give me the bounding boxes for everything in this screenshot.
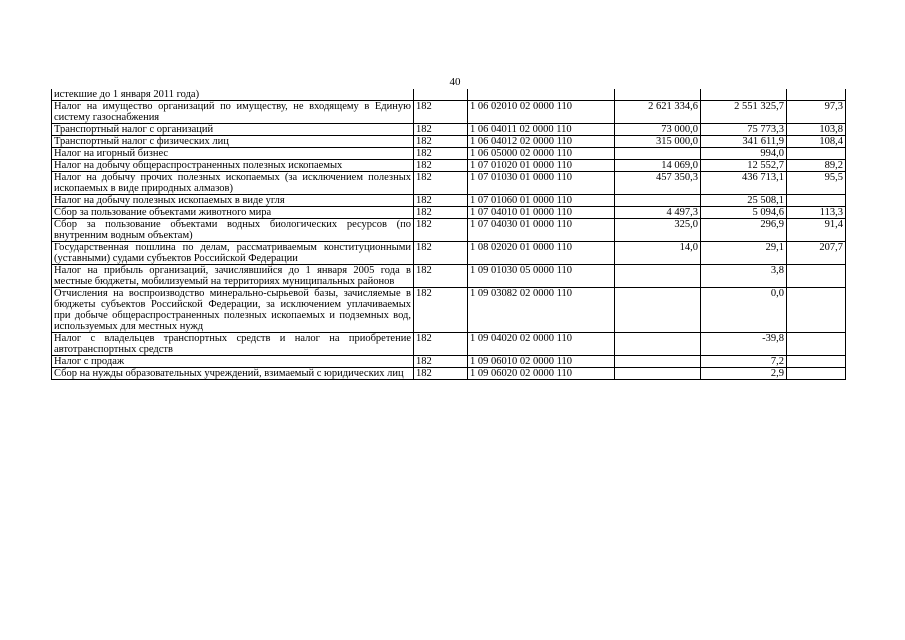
admin-code-cell: 182 bbox=[414, 288, 468, 333]
percent-cell: 108,4 bbox=[787, 136, 846, 148]
percent-cell: 91,4 bbox=[787, 219, 846, 242]
income-name-cell: Транспортный налог с физических лиц bbox=[52, 136, 414, 148]
admin-code-cell bbox=[414, 89, 468, 101]
fact-value-cell bbox=[701, 89, 787, 101]
plan-value-cell: 4 497,3 bbox=[615, 207, 701, 219]
plan-value-cell bbox=[615, 265, 701, 288]
table-row bbox=[52, 160, 846, 172]
budget-code-cell: 1 07 01060 01 0000 110 bbox=[468, 195, 615, 207]
plan-value-cell bbox=[615, 148, 701, 160]
fact-value-cell: 341 611,9 bbox=[701, 136, 787, 148]
budget-code-cell: 1 07 01020 01 0000 110 bbox=[468, 160, 615, 172]
plan-value-cell: 457 350,3 bbox=[615, 172, 701, 195]
percent-cell: 89,2 bbox=[787, 160, 846, 172]
income-name-cell: Налог на добычу полезных ископаемых в виде угля bbox=[52, 195, 414, 207]
percent-cell: 95,5 bbox=[787, 172, 846, 195]
fact-value-cell: 0,0 bbox=[701, 288, 787, 333]
fact-value-cell: 25 508,1 bbox=[701, 195, 787, 207]
budget-code-cell: 1 09 04020 02 0000 110 bbox=[468, 333, 615, 356]
fact-value-cell: -39,8 bbox=[701, 333, 787, 356]
table-row bbox=[52, 207, 846, 219]
income-name-cell: Налог с продаж bbox=[52, 356, 414, 368]
percent-cell bbox=[787, 265, 846, 288]
plan-value-cell bbox=[615, 368, 701, 380]
fact-value-cell: 5 094,6 bbox=[701, 207, 787, 219]
budget-code-cell: 1 06 05000 02 0000 110 bbox=[468, 148, 615, 160]
table-row bbox=[52, 172, 846, 195]
fact-value-cell: 436 713,1 bbox=[701, 172, 787, 195]
income-name-cell: Налог на добычу прочих полезных ископаемых (за исключением полезных ископаемых в виде природных алмазов) bbox=[52, 172, 414, 195]
plan-value-cell bbox=[615, 288, 701, 333]
fact-value-cell: 2,9 bbox=[701, 368, 787, 380]
admin-code-cell: 182 bbox=[414, 265, 468, 288]
budget-code-cell: 1 09 01030 05 0000 110 bbox=[468, 265, 615, 288]
table-row bbox=[52, 219, 846, 242]
fact-value-cell: 994,0 bbox=[701, 148, 787, 160]
admin-code-cell: 182 bbox=[414, 219, 468, 242]
budget-code-cell: 1 09 06020 02 0000 110 bbox=[468, 368, 615, 380]
plan-value-cell bbox=[615, 333, 701, 356]
budget-code-cell: 1 07 01030 01 0000 110 bbox=[468, 172, 615, 195]
percent-cell: 97,3 bbox=[787, 101, 846, 124]
admin-code-cell: 182 bbox=[414, 172, 468, 195]
budget-code-cell: 1 06 02010 02 0000 110 bbox=[468, 101, 615, 124]
admin-code-cell: 182 bbox=[414, 136, 468, 148]
budget-code-cell bbox=[468, 89, 615, 101]
percent-cell bbox=[787, 333, 846, 356]
budget-code-cell: 1 06 04011 02 0000 110 bbox=[468, 124, 615, 136]
fact-value-cell: 29,1 bbox=[701, 242, 787, 265]
table-row bbox=[52, 195, 846, 207]
admin-code-cell: 182 bbox=[414, 368, 468, 380]
fact-value-cell: 2 551 325,7 bbox=[701, 101, 787, 124]
budget-code-cell: 1 09 06010 02 0000 110 bbox=[468, 356, 615, 368]
admin-code-cell: 182 bbox=[414, 242, 468, 265]
fact-value-cell: 3,8 bbox=[701, 265, 787, 288]
admin-code-cell: 182 bbox=[414, 101, 468, 124]
admin-code-cell: 182 bbox=[414, 148, 468, 160]
income-name-cell: Налог на прибыль организаций, зачислявшийся до 1 января 2005 года в местные бюджеты, мобилизуемый на территориях муниципальных районов bbox=[52, 265, 414, 288]
page-number: 40 bbox=[449, 76, 461, 88]
income-name-cell: Государственная пошлина по делам, рассматриваемым конституционными (уставными) судами субъектов Российской Федерации bbox=[52, 242, 414, 265]
income-name-cell: Отчисления на воспроизводство минерально-сырьевой базы, зачисляемые в бюджеты субъектов Российской Федерации, за исключением уплачиваемых при добыче общераспространенных полезных ископаемых и подземных вод, используемых для местных нужд bbox=[52, 288, 414, 333]
table-row bbox=[52, 136, 846, 148]
table-row bbox=[52, 288, 846, 333]
table-body bbox=[52, 89, 846, 380]
plan-value-cell bbox=[615, 356, 701, 368]
admin-code-cell: 182 bbox=[414, 124, 468, 136]
percent-cell: 207,7 bbox=[787, 242, 846, 265]
income-name-cell: Транспортный налог с организаций bbox=[52, 124, 414, 136]
table-row bbox=[52, 368, 846, 380]
income-name-cell: Сбор за пользование объектами животного мира bbox=[52, 207, 414, 219]
plan-value-cell: 325,0 bbox=[615, 219, 701, 242]
admin-code-cell: 182 bbox=[414, 356, 468, 368]
fact-value-cell: 7,2 bbox=[701, 356, 787, 368]
budget-code-cell: 1 07 04010 01 0000 110 bbox=[468, 207, 615, 219]
table-row bbox=[52, 356, 846, 368]
income-name-cell: Сбор на нужды образовательных учреждений, взимаемый с юридических лиц bbox=[52, 368, 414, 380]
table-row bbox=[52, 265, 846, 288]
plan-value-cell: 14,0 bbox=[615, 242, 701, 265]
table-row bbox=[52, 101, 846, 124]
percent-cell bbox=[787, 356, 846, 368]
percent-cell: 103,8 bbox=[787, 124, 846, 136]
fact-value-cell: 75 773,3 bbox=[701, 124, 787, 136]
budget-code-cell: 1 08 02020 01 0000 110 bbox=[468, 242, 615, 265]
percent-cell bbox=[787, 148, 846, 160]
budget-code-cell: 1 09 03082 02 0000 110 bbox=[468, 288, 615, 333]
income-name-cell: Налог на имущество организаций по имуществу, не входящему в Единую систему газоснабжения bbox=[52, 101, 414, 124]
plan-value-cell: 14 069,0 bbox=[615, 160, 701, 172]
admin-code-cell: 182 bbox=[414, 333, 468, 356]
admin-code-cell: 182 bbox=[414, 160, 468, 172]
percent-cell bbox=[787, 195, 846, 207]
plan-value-cell bbox=[615, 195, 701, 207]
table-row bbox=[52, 242, 846, 265]
budget-code-cell: 1 07 04030 01 0000 110 bbox=[468, 219, 615, 242]
plan-value-cell: 73 000,0 bbox=[615, 124, 701, 136]
income-name-cell: Налог на добычу общераспространенных полезных ископаемых bbox=[52, 160, 414, 172]
percent-cell: 113,3 bbox=[787, 207, 846, 219]
admin-code-cell: 182 bbox=[414, 195, 468, 207]
admin-code-cell: 182 bbox=[414, 207, 468, 219]
income-name-cell: истекшие до 1 января 2011 года) bbox=[52, 89, 414, 101]
table-row bbox=[52, 89, 846, 101]
income-name-cell: Сбор за пользование объектами водных биологических ресурсов (по внутренним водным объектам) bbox=[52, 219, 414, 242]
revenue-table bbox=[51, 89, 846, 380]
table-row bbox=[52, 148, 846, 160]
plan-value-cell: 2 621 334,6 bbox=[615, 101, 701, 124]
percent-cell bbox=[787, 288, 846, 333]
plan-value-cell bbox=[615, 89, 701, 101]
percent-cell bbox=[787, 368, 846, 380]
percent-cell bbox=[787, 89, 846, 101]
table-row bbox=[52, 333, 846, 356]
budget-code-cell: 1 06 04012 02 0000 110 bbox=[468, 136, 615, 148]
plan-value-cell: 315 000,0 bbox=[615, 136, 701, 148]
fact-value-cell: 296,9 bbox=[701, 219, 787, 242]
income-name-cell: Налог на игорный бизнес bbox=[52, 148, 414, 160]
fact-value-cell: 12 552,7 bbox=[701, 160, 787, 172]
table-row bbox=[52, 124, 846, 136]
income-name-cell: Налог с владельцев транспортных средств и налог на приобретение автотранспортных средств bbox=[52, 333, 414, 356]
